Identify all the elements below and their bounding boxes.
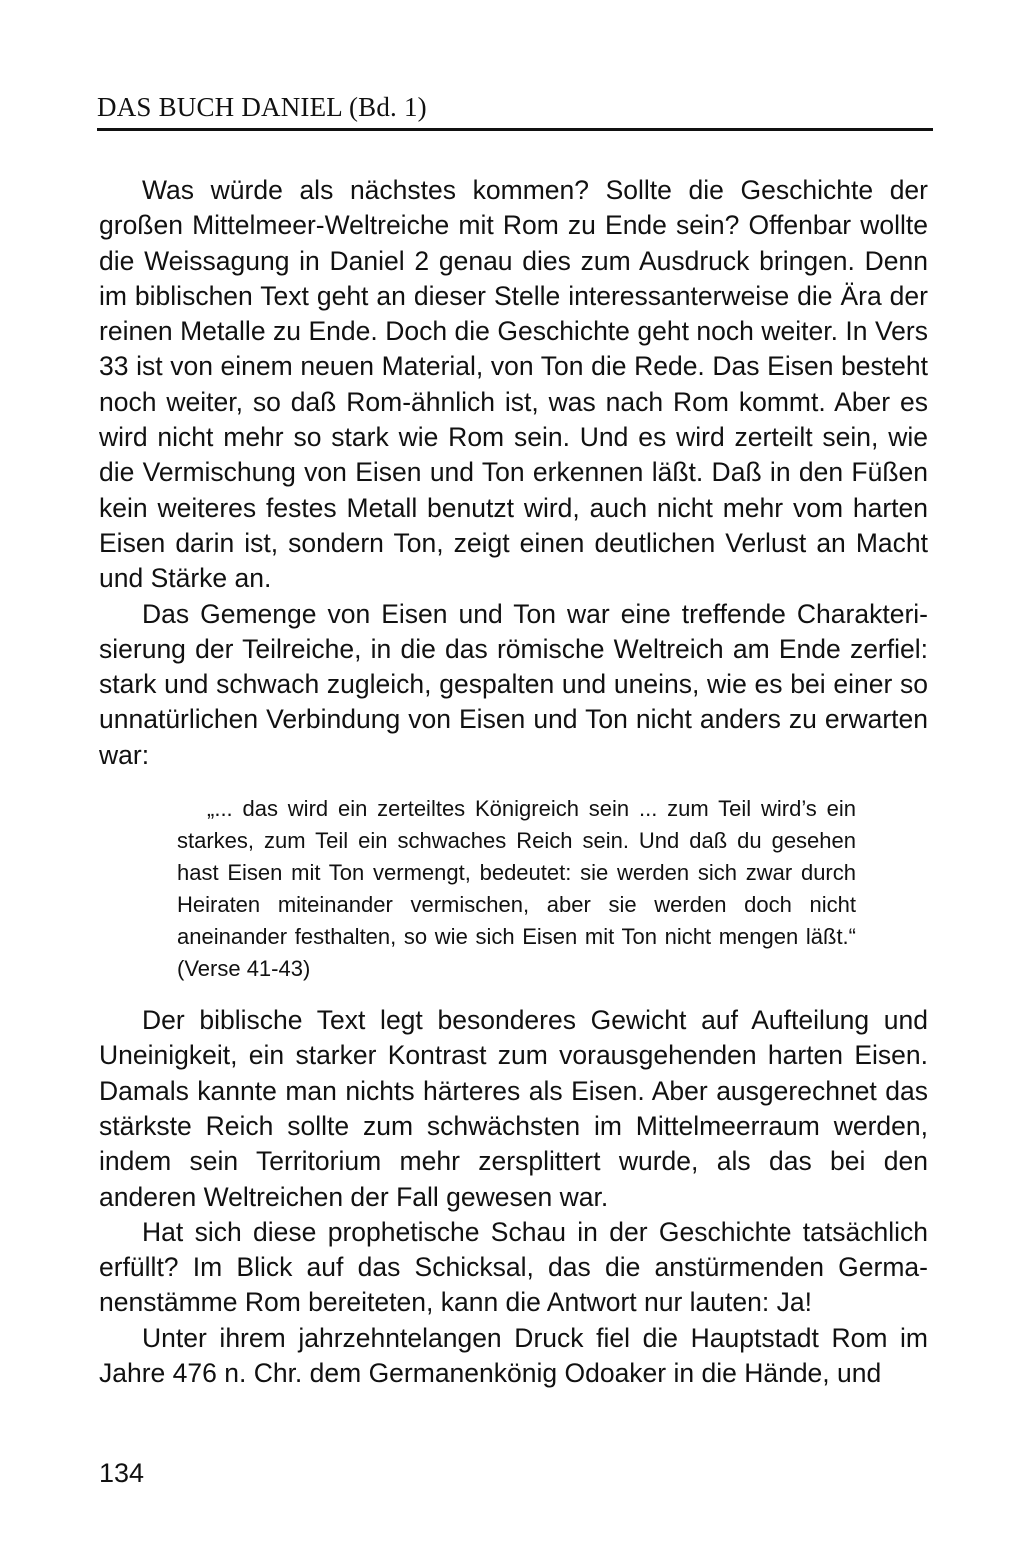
running-header: DAS BUCH DANIEL (Bd. 1) [97, 92, 427, 122]
body-text [99, 173, 928, 1391]
paragraph-4: Hat sich diese prophetische Schau in der Geschichte tatsächlich erfüllt? Im Blick auf das Schicksal, das die anstürmenden Germanenstämme Rom bereiteten, kann die Antwort nur lauten: Ja! [99, 1216, 928, 1318]
paragraph-5: Unter ihrem jahrzehntelangen Druck fiel die Hauptstadt Rom im Jahre 476 n. Chr. dem Germanenkönig Odoaker in die Hände, und [99, 1322, 928, 1389]
paragraph-1: Was würde als nächstes kommen? Sollte die Geschichte der großen Mittelmeer-Weltreiche mit Rom zu Ende sein? Offenbar wollte die Weissagung in Daniel 2 genau dies zum Ausdruck bringen. Denn im biblischen Text geht an dieser Stelle interessanterweise die Ära der reinen Metalle zu Ende. Doch die Geschichte geht noch weiter. In Vers 33 ist von einem neuen Material, von Ton die Rede. Das Eisen besteht noch weiter, so daß Rom-ähnlich ist, was nach Rom kommt. Aber es wird nicht mehr so stark wie Rom sein. Und es wird zerteilt sein, wie die Vermischung von Eisen und Ton erkennen läßt. Daß in den Füßen kein weiteres festes Metall benutzt wird, auch nicht mehr vom harten Eisen darin ist, sondern Ton, zeigt einen deutlichen Verlust an Macht und Stärke an. [99, 175, 928, 594]
paragraph-2: Das Gemenge von Eisen und Ton war eine treffende Charakterisierung der Teilreiche, in die das römische Weltreich am Ende zerfiel: stark und schwach zugleich, gespalten und uneins, wie es bei einer so unnatürlichen Verbindung von Eisen und Ton nicht anders zu erwarten war: [99, 598, 928, 770]
block-quote: „... das wird ein zerteiltes Königreich sein ... zum Teil wird’s ein starkes, zum Teil ein schwaches Reich sein. Und daß du gesehen hast Eisen mit Ton vermengt, bedeutet: sie werden sich zwar durch Heiraten miteinander vermischen, aber sie werden doch nicht aneinander festhalten, so wie sich Eisen mit Ton nicht mengen läßt.“ (Verse 41-43) [177, 796, 856, 982]
paragraph-3: Der biblische Text legt besonderes Gewicht auf Aufteilung und Uneinigkeit, ein starker Kontrast zum vorausgehenden harten Eisen. Damals kannte man nichts härteres als Eisen. Aber ausgerechnet das stärkste Reich sollte zum schwächsten im Mittelmeerraum werden, indem sein Territorium mehr zersplittert wurde, als das bei den anderen Weltreichen der Fall gewesen war. [99, 1005, 928, 1212]
page-number: 134 [99, 1458, 145, 1488]
header-rule [97, 128, 933, 131]
